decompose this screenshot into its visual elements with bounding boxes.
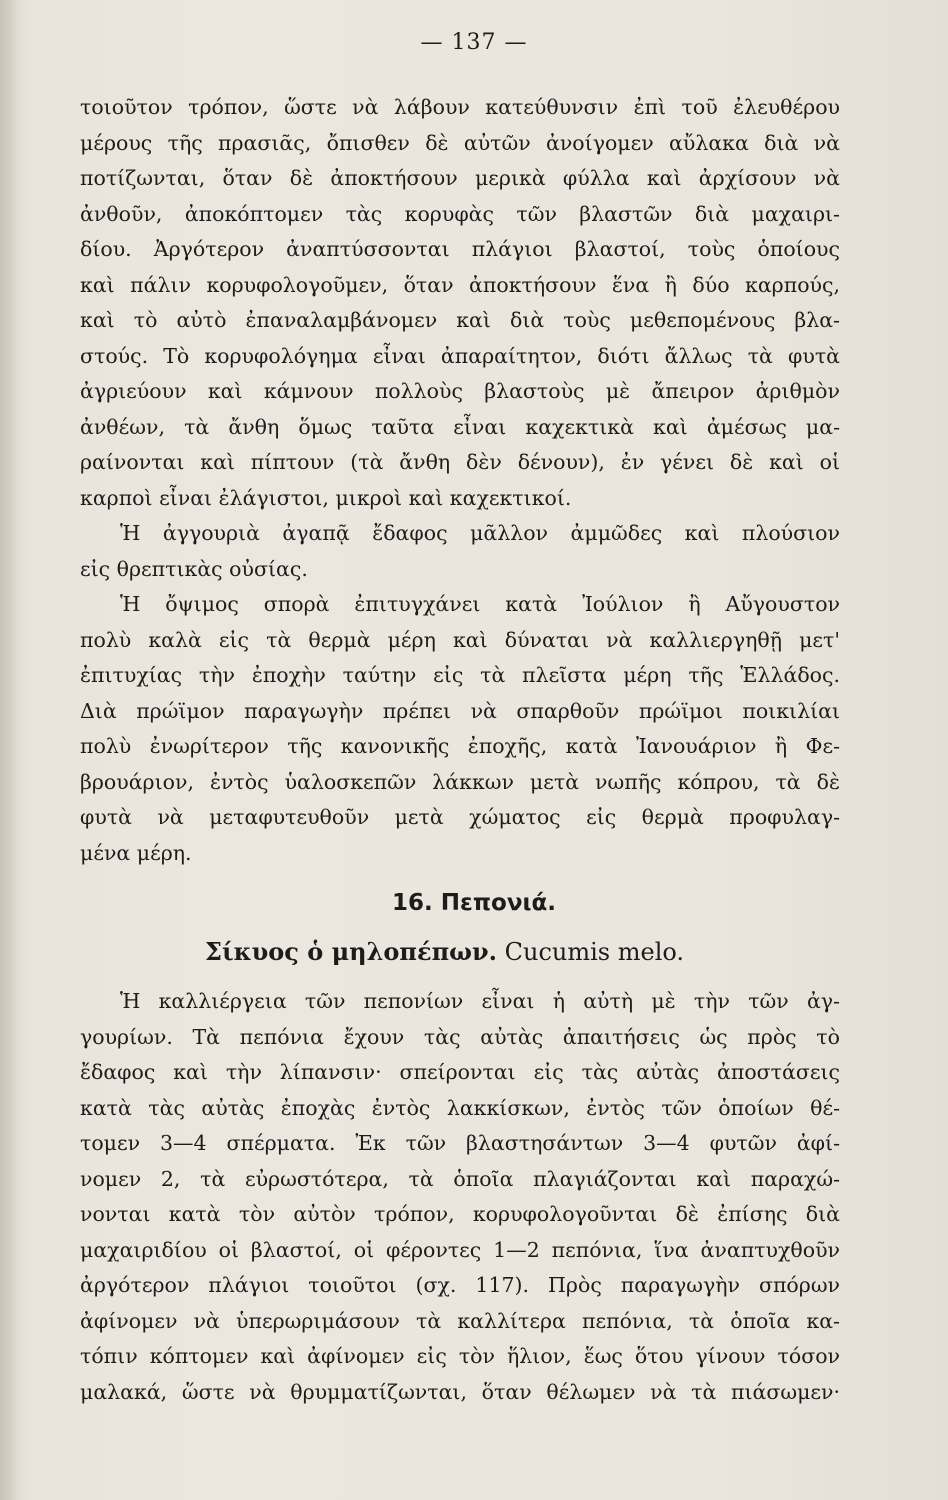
- text-line: γουρίων. Τὰ πεπόνια ἔχουν τὰς αὐτὰς ἀπαιτήσεις ὡς πρὸς τὸ: [80, 1024, 840, 1049]
- text-line: εἰς θρεπτικὰς οὐσίας.: [80, 556, 308, 581]
- text-line: μέρους τῆς πρασιᾶς, ὄπισθεν δὲ αὐτῶν ἀνοίγομεν αὔλακα διὰ νὰ: [80, 130, 840, 155]
- text-line: τομεν 3—4 σπέρματα. Ἐκ τῶν βλαστησάντων 3—4 φυτῶν ἀφί-: [80, 1131, 840, 1155]
- paragraph-first-line: Ἡ ἀγγουριὰ ἀγαπᾷ ἔδαφος μᾶλλον ἀμμῶδες καὶ πλούσιον: [120, 521, 840, 545]
- text-line: τοιοῦτον τρόπον, ὥστε νὰ λάβουν κατεύθυνσιν ἐπὶ τοῦ ἐλευθέρου: [80, 95, 840, 119]
- spine-shadow: [0, 0, 18, 1500]
- species-greek-name: Σίκυος ὁ μηλοπέπων.: [205, 937, 497, 966]
- page-number: — 137 —: [420, 30, 528, 55]
- text-line: καὶ τὸ αὐτὸ ἐπαναλαμβάνομεν καὶ διὰ τοὺς μεθεπομένους βλα-: [80, 308, 840, 332]
- species-latin-name: Cucumis melo.: [504, 938, 685, 966]
- text-line: νομεν 2, τὰ εὐρωστότερα, τὰ ὁποῖα πλαγιάζονται καὶ παραχώ-: [80, 1166, 840, 1191]
- body-text-lower: [80, 984, 840, 1410]
- text-line: ἀνθοῦν, ἀποκόπτομεν τὰς κορυφὰς τῶν βλαστῶν διὰ μαχαιρι-: [80, 201, 840, 226]
- body-text-upper: [80, 90, 840, 871]
- text-line: μένα μέρη.: [80, 840, 192, 865]
- text-line: βρουάριον, ἐντὸς ὑαλοσκεπῶν λάκκων μετὰ νωπῆς κόπρου, τὰ δὲ: [80, 769, 840, 794]
- text-line: καρποὶ εἶναι ἐλάγιστοι, μικροὶ καὶ καχεκτικοί.: [80, 485, 572, 510]
- text-line: στούς. Τὸ κορυφολόγημα εἶναι ἀπαραίτητον, διότι ἄλλως τὰ φυτὰ: [80, 343, 840, 368]
- text-line: ἀνθέων, τὰ ἄνθη ὅμως ταῦτα εἶναι καχεκτικὰ καὶ ἀμέσως μα-: [80, 414, 840, 439]
- text-line: καὶ πάλιν κορυφολογοῦμεν, ὅταν ἀποκτήσουν ἕνα ἢ δύο καρπούς,: [80, 272, 840, 297]
- text-line: πολὺ καλὰ εἰς τὰ θερμὰ μέρη καὶ δύναται νὰ καλλιεργηθῇ μετ': [80, 627, 840, 652]
- text-line: ραίνονται καὶ πίπτουν (τὰ ἄνθη δὲν δένουν), ἐν γένει δὲ καὶ οἱ: [80, 450, 840, 474]
- text-line: μαχαιριδίου οἱ βλαστοί, οἱ φέροντες 1—2 πεπόνια, ἵνα ἀναπτυχθοῦν: [80, 1237, 840, 1262]
- text-line: δίου. Ἀργότερον ἀναπτύσσονται πλάγιοι βλαστοί, τοὺς ὁποίους: [80, 237, 840, 261]
- text-line: μαλακά, ὥστε νὰ θρυμματίζωνται, ὅταν θέλωμεν νὰ τὰ πιάσωμεν·: [80, 1379, 840, 1404]
- text-line: ἔδαφος καὶ τὴν λίπανσιν· σπείρονται εἰς τὰς αὐτὰς ἀποστάσεις: [80, 1060, 840, 1084]
- species-heading: [205, 937, 905, 966]
- text-line: κατὰ τὰς αὐτὰς ἐποχὰς ἐντὸς λακκίσκων, ἐντὸς τῶν ὁποίων θέ-: [80, 1095, 840, 1120]
- section-heading: 16. Πεπονιά.: [392, 890, 556, 916]
- text-line: ποτίζωνται, ὅταν δὲ ἀποκτήσουν μερικὰ φύλλα καὶ ἀρχίσουν νὰ: [80, 166, 840, 190]
- text-line: ἐπιτυχίας τὴν ἐποχὴν ταύτην εἰς τὰ πλεῖστα μέρη τῆς Ἑλλάδος.: [80, 663, 840, 687]
- paragraph-first-line: Ἡ καλλιέργεια τῶν πεπονίων εἶναι ἡ αὐτὴ μὲ τὴν τῶν ἀγ-: [120, 989, 840, 1013]
- text-line: φυτὰ νὰ μεταφυτευθοῦν μετὰ χώματος εἰς θερμὰ προφυλαγ-: [80, 805, 840, 829]
- text-line: τόπιν κόπτομεν καὶ ἀφίνομεν εἰς τὸν ἥλιον, ἕως ὅτου γίνουν τόσον: [80, 1344, 840, 1368]
- text-line: πολὺ ἐνωρίτερον τῆς κανονικῆς ἐποχῆς, κατὰ Ἰανουάριον ἢ Φε-: [80, 734, 840, 758]
- text-line: Διὰ πρώϊμον παραγωγὴν πρέπει νὰ σπαρθοῦν πρώϊμοι ποικιλίαι: [80, 698, 840, 723]
- paragraph-first-line: Ἡ ὄψιμος σπορὰ ἐπιτυγχάνει κατὰ Ἰούλιον ἢ Αὔγουστον: [120, 592, 840, 616]
- text-line: νονται κατὰ τὸν αὐτὸν τρόπον, κορυφολογοῦνται δὲ ἐπίσης διὰ: [80, 1202, 840, 1226]
- text-line: ἀργότερον πλάγιοι τοιοῦτοι (σχ. 117). Πρὸς παραγωγὴν σπόρων: [80, 1273, 840, 1297]
- text-line: ἀφίνομεν νὰ ὑπερωριμάσουν τὰ καλλίτερα πεπόνια, τὰ ὁποῖα κα-: [80, 1308, 840, 1333]
- text-line: ἀγριεύουν καὶ κάμνουν πολλοὺς βλαστοὺς μὲ ἄπειρον ἀριθμὸν: [80, 379, 840, 403]
